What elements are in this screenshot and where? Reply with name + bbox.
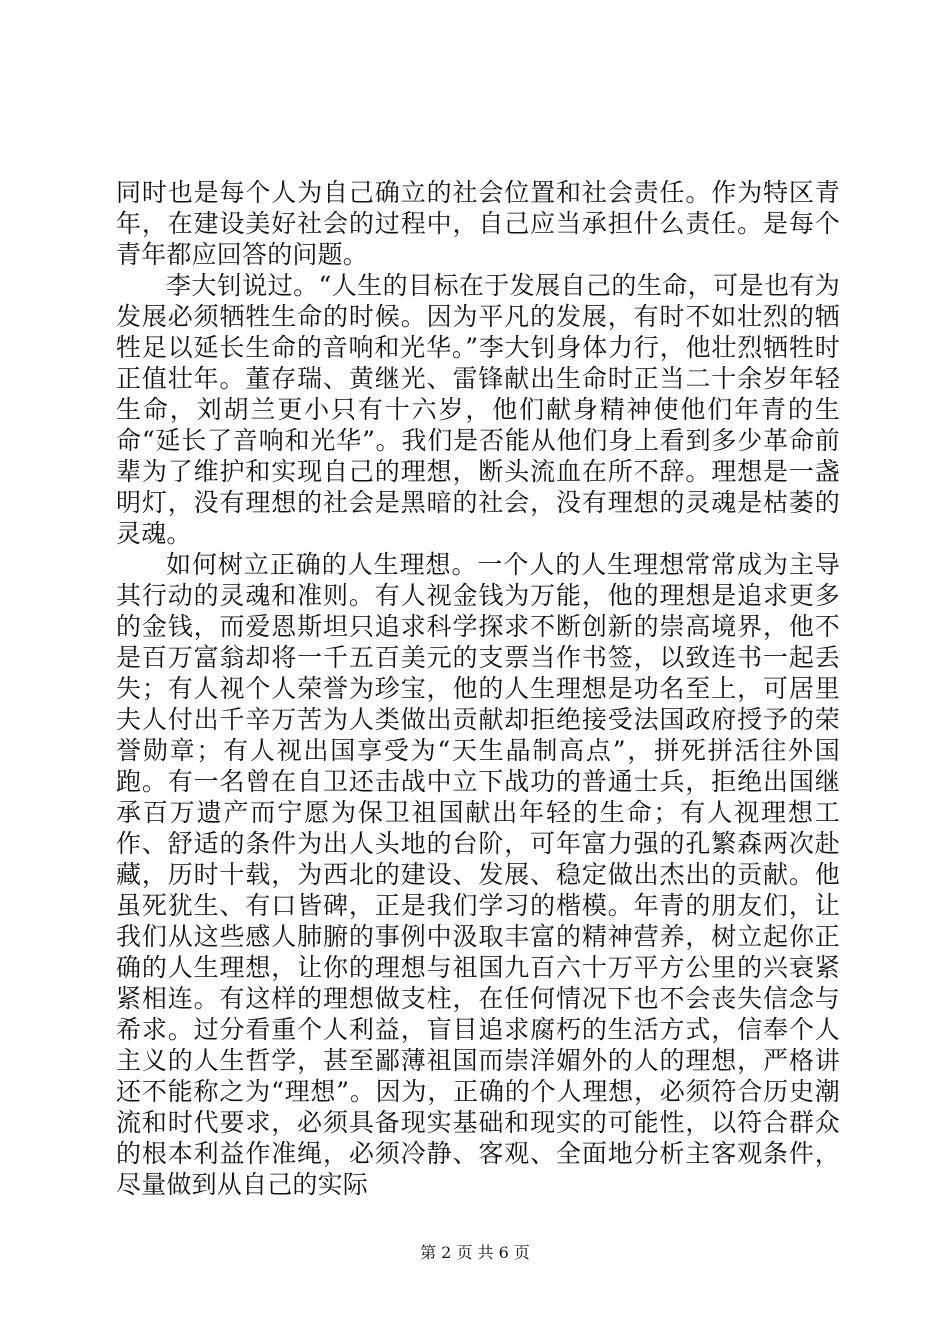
paragraph-1: 同时也是每个人为自己确立的社会位置和社会责任。作为特区青年，在建设美好社会的过程中，自己应当承担什么责任。是每个青年都应回答的问题。 xyxy=(116,178,840,269)
paragraph-2: 李大钊说过。“人生的目标在于发展自己的生命，可是也有为发展必须牺牲生命的时候。因为平凡的发展，有时不如壮烈的牺牲足以延长生命的音响和光华。”李大钊身体力行，他壮烈牺牲时正值壮年。董存瑞、黄继光、雷锋献出生命时正当二十余岁年轻生命，刘胡兰更小只有十六岁，他们献身精神使他们年青的生命“延长了音响和光华”。我们是否能从他们身上看到多少革命前辈为了维护和实现自己的理想，断头流血在所不辞。理想是一盏明灯，没有理想的社会是黑暗的社会，没有理想的灵魂是枯萎的灵魂。 xyxy=(116,271,840,548)
page-number-footer: 第 2 页 共 6 页 xyxy=(420,1243,530,1262)
document-body xyxy=(116,177,840,1200)
paragraph-3: 如何树立正确的人生理想。一个人的人生理想常常成为主导其行动的灵魂和准则。有人视金钱为万能，他的理想是追求更多的金钱，而爱恩斯坦只追求科学探求不断创新的崇高境界，他不是百万富翁却将一千五百美元的支票当作书签，以致连书一起丢失；有人视个人荣誉为珍宝，他的人生理想是功名至上，可居里夫人付出千辛万苦为人类做出贡献却拒绝接受法国政府授予的荣誉勋章；有人视出国享受为“天生晶制高点”，拼死拼活往外国跑。有一名曾在自卫还击战中立下战功的普通士兵，拒绝出国继承百万遗产而宁愿为保卫祖国献出年轻的生命；有人视理想工作、舒适的条件为出人头地的台阶，可年富力强的孔繁森两次赴藏，历时十载，为西北的建设、发展、稳定做出杰出的贡献。他虽死犹生、有口皆碑，正是我们学习的楷模。年青的朋友们，让我们从这些感人肺腑的事例中汲取丰富的精神营养，树立起你正确的人生理想，让你的理想与祖国九百六十万平方公里的兴衰紧紧相连。有这样的理想做支柱，在任何情况下也不会丧失信念与希求。过分看重个人利益，盲目追求腐朽的生活方式，信奉个人主义的人生哲学，甚至鄙薄祖国而崇洋媚外的人的理想，严格讲还不能称之为“理想”。因为，正确的个人理想，必须符合历史潮流和时代要求，必须具备现实基础和现实的可能性，以符合群众的根本利益作准绳，必须冷静、客观、全面地分析主客观条件，尽量做到从自己的实际 xyxy=(116,550,840,1199)
